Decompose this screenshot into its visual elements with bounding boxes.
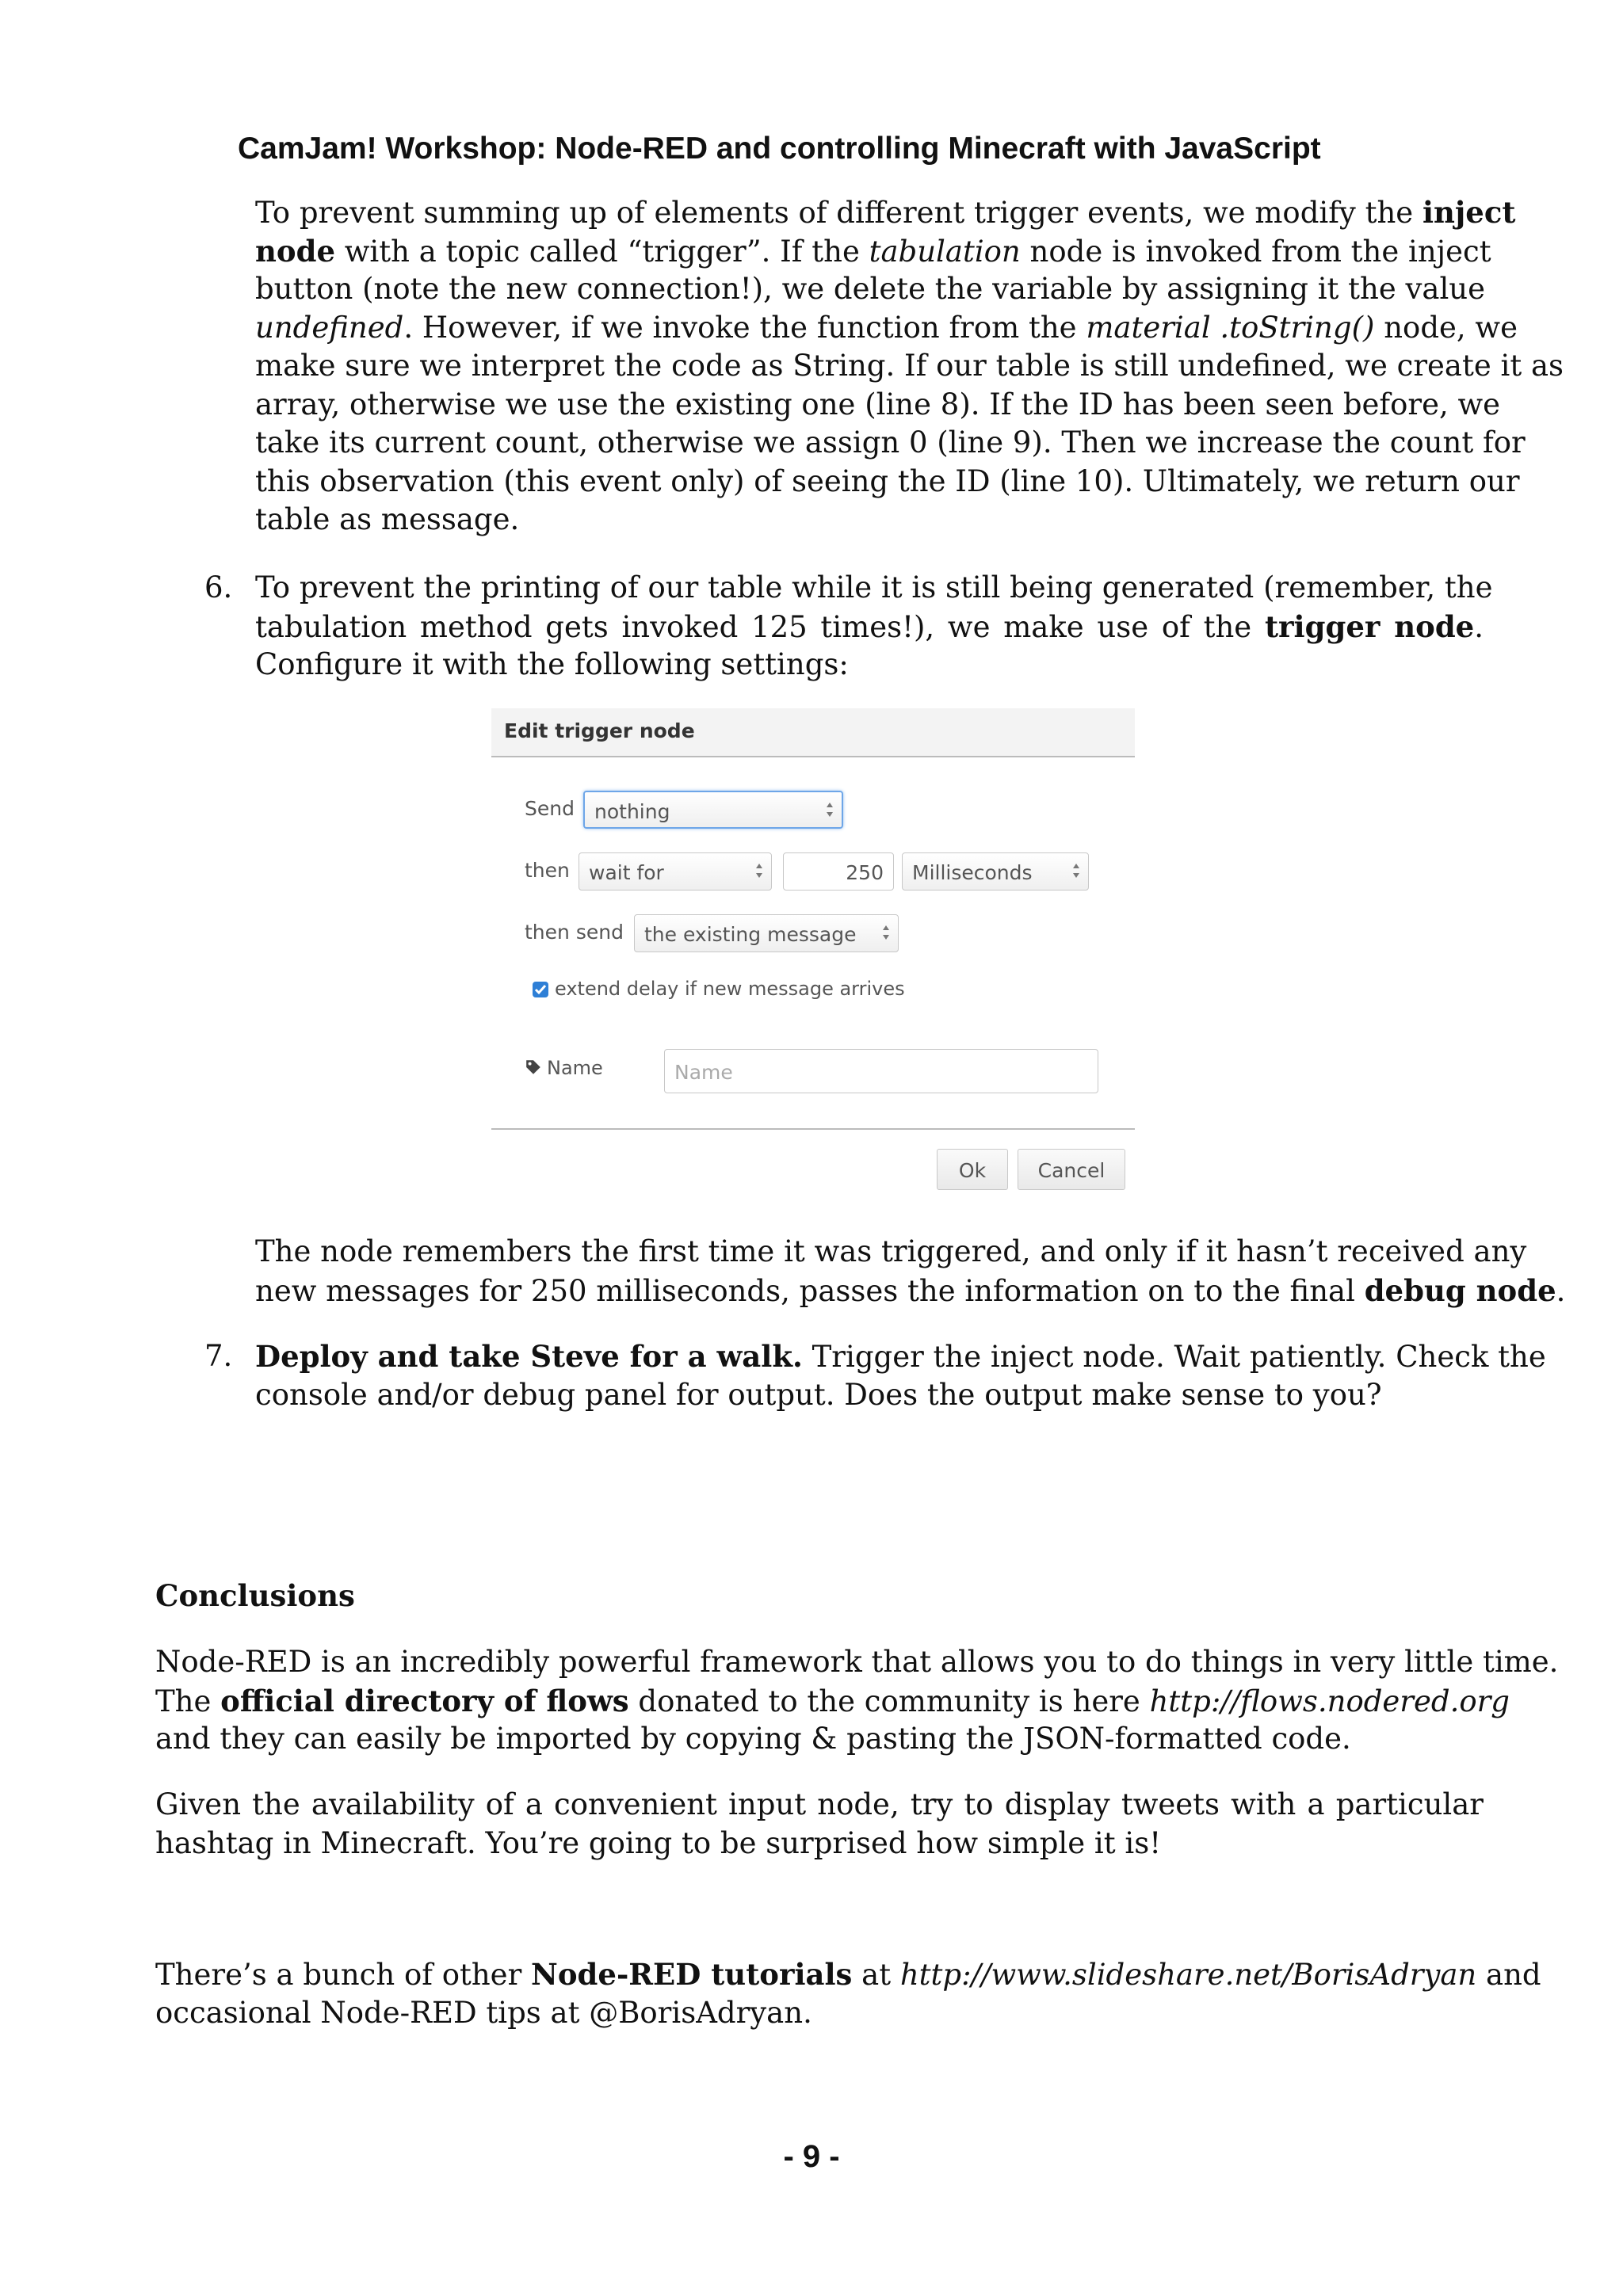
- ok-button[interactable]: Ok: [937, 1149, 1008, 1190]
- intro-paragraph: [255, 193, 1564, 540]
- name-input-placeholder: Name: [674, 1061, 733, 1084]
- duration-value: 250: [846, 861, 884, 884]
- name-label: Name: [547, 1057, 603, 1079]
- intro-line: To prevent summing up of elements of different trigger events, we modify the inject: [255, 195, 1516, 230]
- send-select-value: nothing: [594, 800, 670, 823]
- dialog-footer-divider: [491, 1128, 1135, 1130]
- intro-line: table as message.: [255, 502, 520, 536]
- extend-delay-label: extend delay if new message arrives: [555, 978, 905, 1000]
- conclusions-line: and they can easily be imported by copying & pasting the JSON-formatted code.: [155, 1722, 1351, 1756]
- check-icon: [533, 982, 548, 997]
- select-arrows-icon: [754, 860, 765, 882]
- step-6-paragraph: [255, 569, 1493, 685]
- intro-line: undefined. However, if we invoke the function from the material .toString() node, we: [255, 310, 1518, 345]
- step-7-line: Deploy and take Steve for a walk. Trigger the inject node. Wait patiently. Check the: [255, 1339, 1546, 1374]
- then-send-label: then send: [525, 921, 624, 944]
- then-select-value: wait for: [589, 861, 664, 884]
- conclusions-line: The official directory of flows donated to the community is here http://flows.nodered.org: [155, 1683, 1510, 1718]
- tag-icon: [525, 1058, 542, 1076]
- intro-line: take its current count, otherwise we assign 0 (line 9). Then we increase the count for: [255, 425, 1526, 460]
- conclusions-paragraph-3: [155, 1955, 1541, 2032]
- send-label: Send: [525, 797, 575, 820]
- step-6-line: To prevent the printing of our table while it is still being generated (remember, the: [255, 570, 1493, 605]
- intro-line: node with a topic called “trigger”. If the tabulation node is invoked from the inject: [255, 233, 1491, 269]
- conclusions-paragraph-1: [155, 1643, 1559, 1759]
- explanation-line: new messages for 250 milliseconds, passes the information on to the final debug node.: [255, 1272, 1566, 1308]
- name-input[interactable]: [664, 1049, 1098, 1093]
- select-arrows-icon: [824, 799, 835, 821]
- intro-line: this observation (this event only) of seeing the ID (line 10). Ultimately, we return our: [255, 463, 1520, 498]
- step-6-line: Configure it with the following settings:: [255, 647, 849, 681]
- step-7-paragraph: [255, 1337, 1546, 1414]
- select-arrows-icon: [880, 921, 892, 944]
- dialog-title: Edit trigger node: [504, 719, 695, 742]
- intro-line: array, otherwise we use the existing one (line 8). If the ID has been seen before, we: [255, 387, 1501, 421]
- then-send-select[interactable]: [634, 914, 899, 952]
- conclusions-line: Node-RED is an incredibly powerful framework that allows you to do things in very little time.: [155, 1645, 1559, 1679]
- units-select[interactable]: [902, 852, 1089, 891]
- page-number: - 9 -: [783, 2139, 840, 2174]
- units-select-value: Milliseconds: [912, 861, 1033, 884]
- then-send-select-value: the existing message: [644, 923, 857, 946]
- explanation-line: The node remembers the first time it was triggered, and only if it hasn’t received any: [255, 1234, 1527, 1268]
- edit-trigger-node-dialog: [491, 708, 1135, 1193]
- duration-input[interactable]: [783, 852, 894, 891]
- then-select[interactable]: [579, 852, 772, 891]
- extend-delay-checkbox[interactable]: [533, 982, 548, 997]
- select-arrows-icon: [1071, 860, 1082, 882]
- conclusions-line: There’s a bunch of other Node-RED tutorials at http://www.slideshare.net/BorisAdryan and: [155, 1957, 1541, 1992]
- intro-line: make sure we interpret the code as String. If our table is still undefined, we create it as: [255, 349, 1564, 383]
- conclusions-line: occasional Node-RED tips at @BorisAdryan.: [155, 1995, 812, 2030]
- step-7-number: 7.: [204, 1339, 233, 1373]
- dialog-header: [491, 708, 1135, 757]
- trigger-explanation-paragraph: [255, 1233, 1566, 1310]
- step-6-number: 6.: [204, 570, 233, 605]
- step-6-line: tabulation method gets invoked 125 times!), we make use of the trigger node.: [255, 608, 1484, 644]
- conclusions-line: hashtag in Minecraft. You’re going to be surprised how simple it is!: [155, 1825, 1162, 1860]
- page-header-title: CamJam! Workshop: Node-RED and controlling Minecraft with JavaScript: [238, 132, 1321, 166]
- intro-line: button (note the new connection!), we delete the variable by assigning it the value: [255, 272, 1486, 306]
- cancel-button[interactable]: Cancel: [1018, 1149, 1125, 1190]
- conclusions-line: Given the availability of a convenient input node, try to display tweets with a particular: [155, 1787, 1484, 1821]
- conclusions-heading: Conclusions: [155, 1578, 355, 1613]
- step-7-line: console and/or debug panel for output. Does the output make sense to you?: [255, 1377, 1382, 1412]
- conclusions-paragraph-2: [155, 1786, 1484, 1863]
- then-label: then: [525, 859, 570, 882]
- send-select[interactable]: [583, 791, 843, 829]
